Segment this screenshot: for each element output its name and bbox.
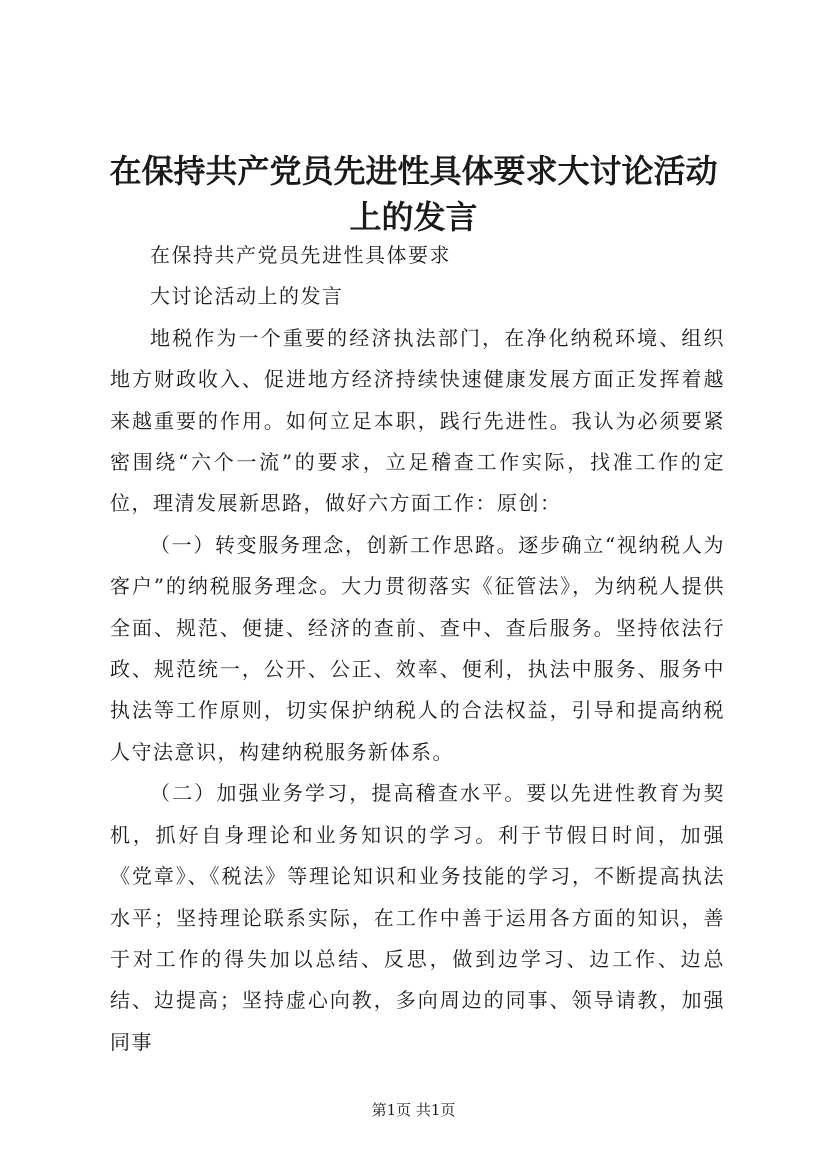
page-footer: 第1页 共1页 — [371, 1101, 456, 1119]
paragraph-intro: 地税作为一个重要的经济执法部门，在净化纳税环境、组织地方财政收入、促进地方经济持续快速健康发展方面正发挥着越来越重要的作用。如何立足本职，践行先进性。我认为必须要紧密围绕“六个一流”的要求，立足稽查工作实际，找准工作的定位，理清发展新思路，做好六方面工作：原创： — [110, 325, 725, 516]
paragraph-section-1: （一）转变服务理念，创新工作思路。逐步确立“视纳税人为客户”的纳税服务理念。大力贯彻落实《征管法》，为纳税人提供全面、规范、便捷、经济的查前、查中、查后服务。坚持依法行政、规范统一，公开、公正、效率、便利，执法中服务、服务中执法等工作原则，切实保护纳税人的合法权益，引导和提高纳税人守法意识，构建纳税服务新体系。 — [110, 532, 725, 764]
document-title: 在保持共产党员先进性具体要求大讨论活动上的发言 — [109, 152, 718, 236]
subtitle-line-2: 大讨论活动上的发言 — [150, 284, 344, 309]
subtitle-line-1: 在保持共产党员先进性具体要求 — [150, 243, 451, 267]
paragraph-section-2: （二）加强业务学习，提高稽查水平。要以先进性教育为契机，抓好自身理论和业务知识的学习。利于节假日时间，加强《党章》、《税法》等理论知识和业务技能的学习，不断提高执法水平；坚持理论联系实际，在工作中善于运用各方面的知识，善于对工作的得失加以总结、反思，做到边学习、边工作、边总结、边提高；坚持虚心向教，多向周边的同事、领导请教，加强同事 — [110, 781, 725, 1054]
document-body — [110, 235, 725, 1063]
